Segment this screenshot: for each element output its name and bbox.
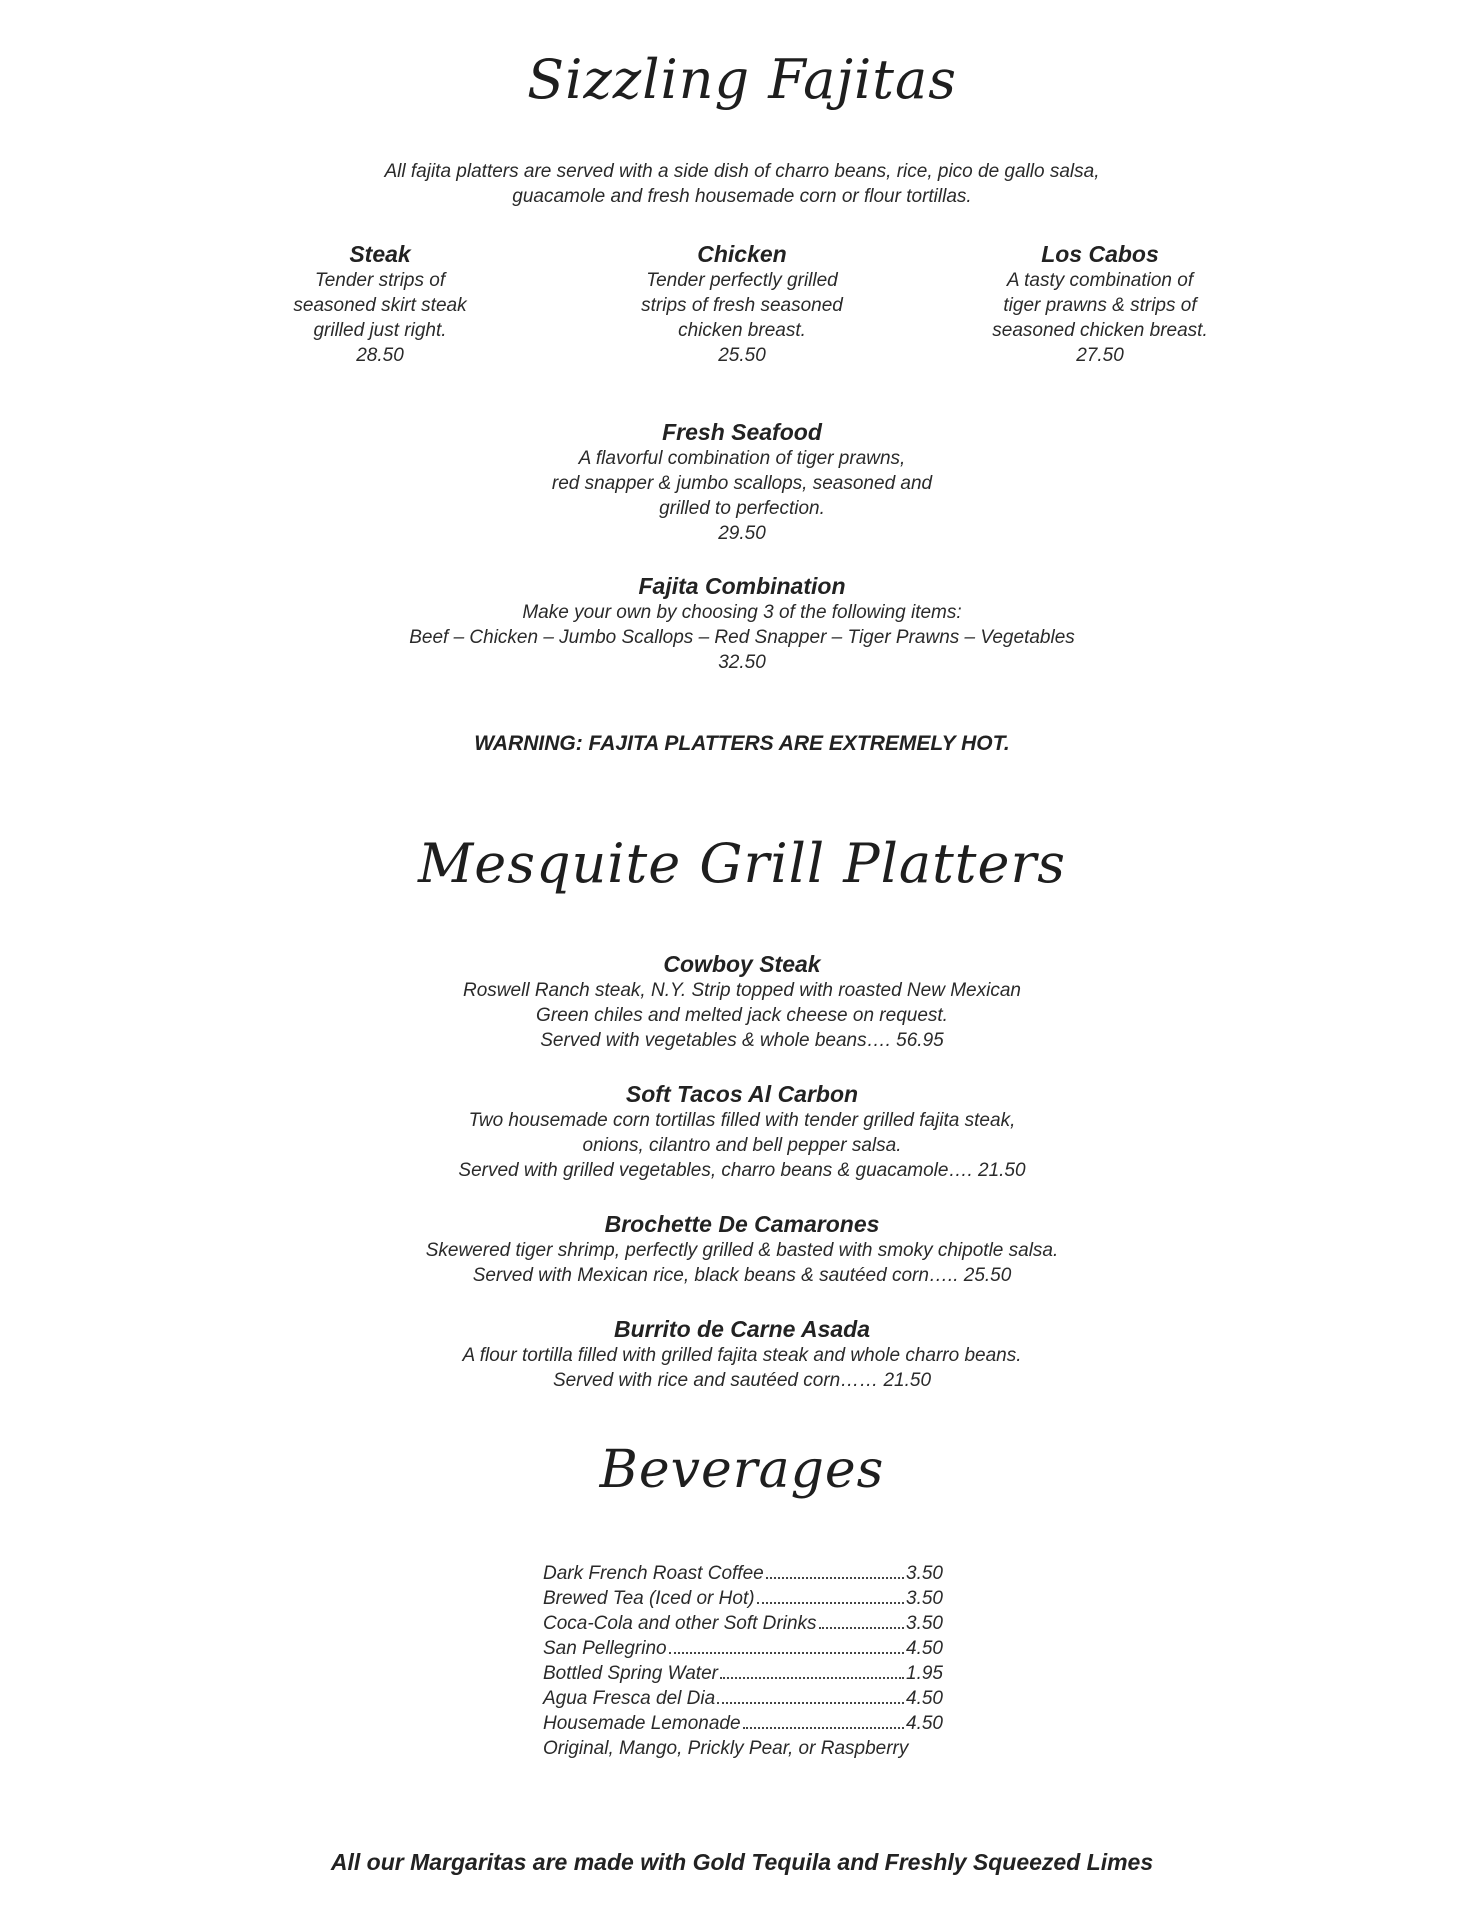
item-desc-line: Tender perfectly grilled bbox=[646, 270, 838, 291]
item-desc-line: grilled just right. bbox=[313, 320, 447, 341]
menu-item-cowboy-steak bbox=[242, 950, 1242, 1053]
beverage-price: 3.50 bbox=[906, 1613, 943, 1634]
item-desc-line: onions, cilantro and bell pepper salsa. bbox=[582, 1135, 902, 1156]
beverage-price: 4.50 bbox=[906, 1688, 943, 1709]
item-desc-line: Served with rice and sautéed corn…… 21.50 bbox=[552, 1370, 932, 1391]
item-name: Cowboy Steak bbox=[663, 951, 821, 977]
beverage-row bbox=[543, 1611, 943, 1636]
item-name: Soft Tacos Al Carbon bbox=[625, 1081, 859, 1107]
item-desc-line: Skewered tiger shrimp, perfectly grilled & basted with smoky chipotle salsa. bbox=[425, 1240, 1059, 1261]
beverage-name: Dark French Roast Coffee bbox=[543, 1563, 764, 1584]
beverage-row bbox=[543, 1711, 943, 1736]
item-desc-line: Green chiles and melted jack cheese on request. bbox=[536, 1005, 948, 1026]
beverage-name: Bottled Spring Water bbox=[543, 1663, 718, 1684]
menu-item-chicken bbox=[592, 240, 892, 368]
dot-leader bbox=[669, 1652, 904, 1654]
item-name: Los Cabos bbox=[1041, 241, 1159, 267]
beverage-name: Housemade Lemonade bbox=[543, 1713, 741, 1734]
item-desc-line: chicken breast. bbox=[678, 320, 806, 341]
item-price: 27.50 bbox=[1076, 345, 1124, 366]
item-desc-line: seasoned skirt steak bbox=[293, 295, 467, 316]
menu-item-los-cabos bbox=[950, 240, 1250, 368]
item-name: Burrito de Carne Asada bbox=[613, 1316, 871, 1342]
dot-leader bbox=[757, 1602, 904, 1604]
beverage-name: Agua Fresca del Dia bbox=[543, 1688, 716, 1709]
item-desc-line: Beef – Chicken – Jumbo Scallops – Red Snapper – Tiger Prawns – Vegetables bbox=[409, 627, 1075, 648]
item-desc-line: Served with grilled vegetables, charro beans & guacamole…. 21.50 bbox=[458, 1160, 1026, 1181]
item-desc-line: Tender strips of bbox=[314, 270, 446, 291]
beverage-row bbox=[543, 1686, 943, 1711]
beverage-price: 4.50 bbox=[906, 1638, 943, 1659]
beverage-list bbox=[543, 1561, 943, 1761]
beverage-name: San Pellegrino bbox=[543, 1638, 667, 1659]
menu-item-soft-tacos bbox=[242, 1080, 1242, 1183]
item-desc-line: seasoned chicken breast. bbox=[992, 320, 1208, 341]
beverage-row bbox=[543, 1661, 943, 1686]
item-price: 29.50 bbox=[718, 523, 766, 544]
menu-item-fajita-combination bbox=[292, 572, 1192, 675]
beverage-row bbox=[543, 1636, 943, 1661]
dot-leader bbox=[717, 1702, 904, 1704]
fajitas-intro-line-1: All fajita platters are served with a side dish of charro beans, rice, pico de gallo salsa, bbox=[384, 161, 1100, 182]
beverage-price: 3.50 bbox=[906, 1588, 943, 1609]
dot-leader bbox=[819, 1627, 905, 1629]
lemonade-flavors-note: Original, Mango, Prickly Pear, or Raspberry bbox=[543, 1738, 909, 1759]
item-desc-line: Two housemade corn tortillas filled with tender grilled fajita steak, bbox=[468, 1110, 1016, 1131]
menu-item-brochette bbox=[242, 1210, 1242, 1288]
beverage-price: 3.50 bbox=[906, 1563, 943, 1584]
beverage-price: 1.95 bbox=[906, 1663, 943, 1684]
fajitas-intro-line-2: guacamole and fresh housemade corn or flour tortillas. bbox=[512, 186, 972, 207]
item-desc-line: grilled to perfection. bbox=[659, 498, 825, 519]
item-price: 28.50 bbox=[356, 345, 404, 366]
item-price: 32.50 bbox=[718, 652, 766, 673]
fajitas-title: Sizzling Fajitas bbox=[527, 48, 957, 111]
item-desc-line: Make your own by choosing 3 of the following items: bbox=[522, 602, 962, 623]
item-desc-line: Roswell Ranch steak, N.Y. Strip topped with roasted New Mexican bbox=[463, 980, 1021, 1001]
menu-item-steak bbox=[230, 240, 530, 368]
item-desc-line: A tasty combination of bbox=[1006, 270, 1194, 291]
item-name: Fajita Combination bbox=[638, 573, 846, 599]
beverage-name: Coca-Cola and other Soft Drinks bbox=[543, 1613, 817, 1634]
beverage-name: Brewed Tea (Iced or Hot) bbox=[543, 1588, 755, 1609]
menu-item-burrito bbox=[242, 1315, 1242, 1393]
dot-leader bbox=[766, 1577, 904, 1579]
item-desc-line: A flour tortilla filled with grilled fajita steak and whole charro beans. bbox=[462, 1345, 1022, 1366]
item-name: Brochette De Camarones bbox=[604, 1211, 880, 1237]
item-name: Chicken bbox=[697, 241, 787, 267]
beverages-title: Beverages bbox=[599, 1440, 885, 1500]
margarita-footer-note: All our Margaritas are made with Gold Tequila and Freshly Squeezed Limes bbox=[330, 1849, 1154, 1875]
beverage-row bbox=[543, 1561, 943, 1586]
item-price: 25.50 bbox=[718, 345, 766, 366]
item-desc-line: A flavorful combination of tiger prawns, bbox=[578, 448, 906, 469]
item-name: Fresh Seafood bbox=[662, 419, 822, 445]
item-name: Steak bbox=[349, 241, 411, 267]
beverage-row bbox=[543, 1586, 943, 1611]
item-desc-line: Served with Mexican rice, black beans & sautéed corn….. 25.50 bbox=[472, 1265, 1012, 1286]
menu-item-fresh-seafood bbox=[392, 418, 1092, 546]
fajita-warning: WARNING: FAJITA PLATTERS ARE EXTREMELY HOT. bbox=[474, 732, 1010, 755]
dot-leader bbox=[743, 1727, 904, 1729]
item-desc-line: strips of fresh seasoned bbox=[641, 295, 843, 316]
beverage-price: 4.50 bbox=[906, 1713, 943, 1734]
dot-leader bbox=[720, 1677, 904, 1679]
item-desc-line: Served with vegetables & whole beans…. 56.95 bbox=[540, 1030, 944, 1051]
item-desc-line: red snapper & jumbo scallops, seasoned and bbox=[551, 473, 933, 494]
item-desc-line: tiger prawns & strips of bbox=[1003, 295, 1197, 316]
grill-title: Mesquite Grill Platters bbox=[417, 832, 1066, 895]
